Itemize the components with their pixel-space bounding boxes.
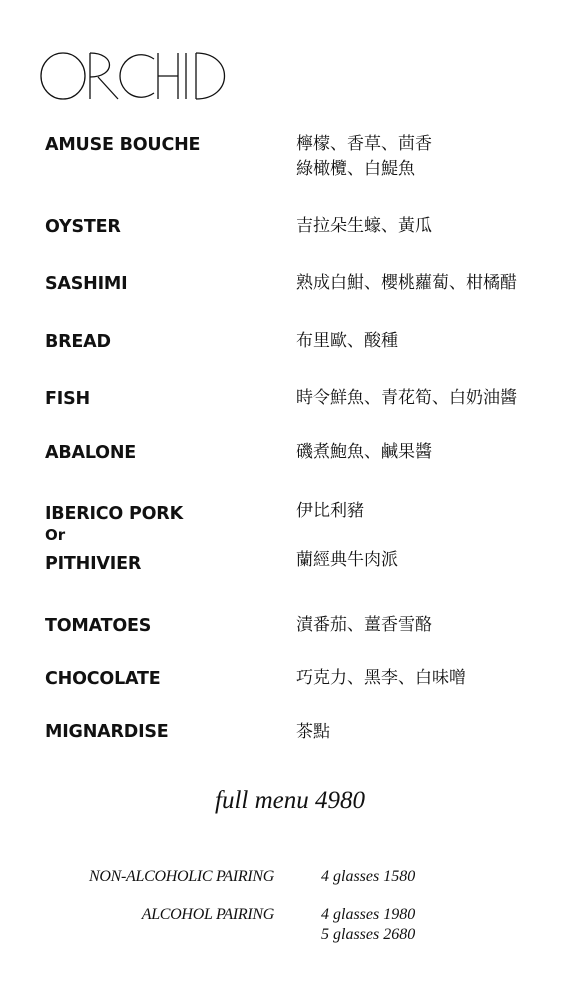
- course-name-amuse-bouche: AMUSE BOUCHE: [45, 135, 201, 155]
- pairing-label-non-alcoholic: NON-ALCOHOLIC PAIRING: [89, 868, 274, 885]
- course-description-mignardise: 茶點: [296, 722, 330, 742]
- course-name-iberico-pork: IBERICO PORK: [45, 504, 183, 524]
- course-name-bread: BREAD: [45, 332, 111, 352]
- pairing-price-alcohol-4-glasses: 4 glasses 1980: [321, 906, 416, 923]
- course-description-chocolate: 巧克力、黑李、白味噌: [296, 668, 466, 688]
- course-description-bread: 布里歐、酸種: [296, 331, 398, 351]
- course-name-tomatoes: TOMATOES: [45, 616, 152, 636]
- course-description-sashimi: 熟成白魽、櫻桃蘿蔔、柑橘醋: [296, 273, 517, 293]
- course-description-pithivier: 蘭經典牛肉派: [296, 550, 398, 570]
- course-description-oyster: 吉拉朵生蠔、黃瓜: [296, 216, 432, 236]
- course-name-fish: FISH: [45, 389, 90, 409]
- course-description-fish: 時令鮮魚、青花筍、白奶油醬: [296, 388, 517, 408]
- course-name-sashimi: SASHIMI: [45, 274, 128, 294]
- course-description-amuse-bouche-line-2: 綠橄欖、白鯷魚: [296, 159, 415, 179]
- course-description-iberico-pork: 伊比利豬: [296, 501, 364, 521]
- course-name-oyster: OYSTER: [45, 217, 121, 237]
- course-description-abalone: 磯煮鮑魚、鹹果醬: [296, 442, 432, 462]
- course-name-chocolate: CHOCOLATE: [45, 669, 161, 689]
- pairing-price-non-alcoholic: 4 glasses 1580: [321, 868, 416, 885]
- course-description-amuse-bouche-line-1: 檸檬、香草、茴香: [296, 134, 432, 154]
- course-name-abalone: ABALONE: [45, 443, 137, 463]
- full-menu-price: full menu 4980: [215, 787, 365, 814]
- pairing-label-alcohol: ALCOHOL PAIRING: [141, 906, 274, 923]
- orchid-logo: [38, 48, 234, 104]
- course-name-pithivier: PITHIVIER: [45, 554, 142, 574]
- pairing-price-alcohol-5-glasses: 5 glasses 2680: [321, 926, 416, 943]
- course-description-tomatoes: 漬番茄、薑香雪酪: [296, 615, 432, 635]
- orchid-logo-art: [38, 48, 234, 104]
- course-name-mignardise: MIGNARDISE: [45, 722, 169, 742]
- or-separator: Or: [45, 526, 66, 544]
